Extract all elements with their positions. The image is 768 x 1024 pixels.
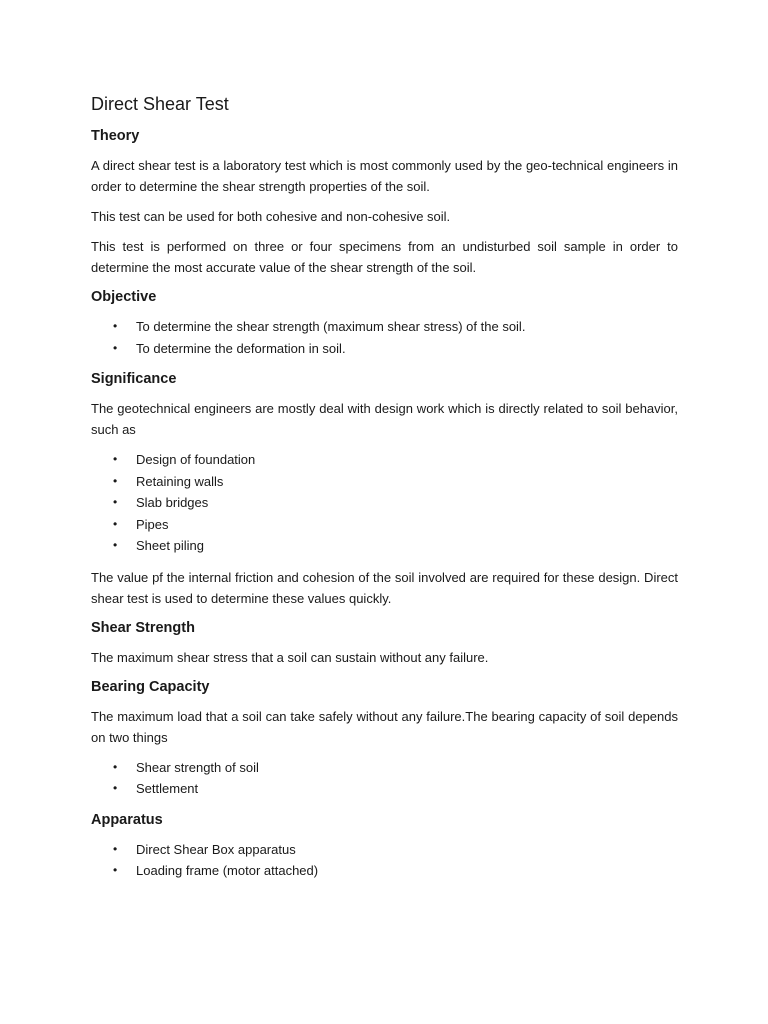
list-item-text: Settlement [136, 781, 199, 796]
significance-list [91, 449, 678, 557]
list-item-text: To determine the shear strength (maximum shear stress) of the soil. [136, 319, 526, 334]
list-item-text: Loading frame (motor attached) [136, 863, 319, 878]
list-item-text: Slab bridges [136, 495, 209, 510]
list-item [91, 839, 678, 861]
bullet-icon: • [113, 538, 118, 552]
section-heading-apparatus: Apparatus [91, 811, 163, 828]
bullet-icon: • [113, 452, 118, 466]
section-theory [91, 126, 678, 278]
section-apparatus [91, 810, 678, 882]
bullet-icon: • [113, 516, 118, 531]
section-heading-theory: Theory [91, 128, 140, 144]
list-item [91, 514, 678, 536]
significance-intro: The geotechnical engineers are mostly deal with design work which is directly related to soil behavior, such as [91, 401, 678, 437]
list-item-text: Design of foundation [136, 452, 256, 467]
theory-paragraph: This test can be used for both cohesive and non-cohesive soil. [91, 209, 451, 224]
list-item [91, 492, 678, 514]
bearing-capacity-list [91, 757, 678, 800]
list-item-text: Retaining walls [136, 473, 224, 489]
list-item [91, 316, 678, 338]
shear-strength-text: The maximum shear stress that a soil can sustain without any failure. [91, 649, 489, 665]
apparatus-list [91, 839, 678, 882]
bullet-icon: • [113, 340, 118, 355]
list-item-text: Sheet piling [136, 538, 204, 553]
list-item [91, 535, 678, 557]
list-item [91, 338, 678, 360]
bearing-capacity-text: The maximum load that a soil can take safely without any failure.The bearing capacity of soil depends on two things [91, 708, 678, 745]
bullet-icon: • [113, 759, 118, 774]
section-shear-strength [91, 618, 678, 668]
bullet-icon: • [113, 495, 118, 509]
list-item [91, 449, 678, 471]
section-heading-shear-strength: Shear Strength [91, 619, 195, 636]
theory-paragraph: A direct shear test is a laboratory test which is most commonly used by the geo-technical engineers in order to determine the shear strength properties of the soil. [91, 158, 678, 194]
bullet-icon: • [113, 781, 118, 795]
list-item-text: Pipes [136, 516, 169, 532]
document-page [91, 92, 678, 892]
bullet-icon: • [113, 841, 118, 856]
list-item [91, 757, 678, 779]
significance-outro: The value pf the internal friction and cohesion of the soil involved are required for these design. Direct shear test is used to determine these values quickly. [91, 569, 678, 606]
bullet-icon: • [113, 473, 118, 488]
theory-paragraph: This test is performed on three or four specimens from an undisturbed soil sample in order to determine the most accurate value of the shear strength of the soil. [91, 239, 678, 275]
list-item-text: Shear strength of soil [136, 759, 259, 775]
bullet-icon: • [113, 319, 118, 333]
section-objective [91, 287, 678, 359]
section-significance [91, 369, 678, 609]
list-item [91, 778, 678, 800]
list-item-text: To determine the deformation in soil. [136, 340, 346, 356]
section-bearing-capacity [91, 677, 678, 800]
document-title: Direct Shear Test [91, 94, 229, 114]
section-heading-objective: Objective [91, 289, 157, 305]
list-item-text: Direct Shear Box apparatus [136, 841, 296, 857]
bullet-icon: • [113, 863, 118, 877]
section-heading-bearing-capacity: Bearing Capacity [91, 678, 210, 695]
list-item [91, 471, 678, 493]
section-heading-significance: Significance [91, 371, 177, 387]
list-item [91, 860, 678, 882]
objective-list [91, 316, 678, 359]
